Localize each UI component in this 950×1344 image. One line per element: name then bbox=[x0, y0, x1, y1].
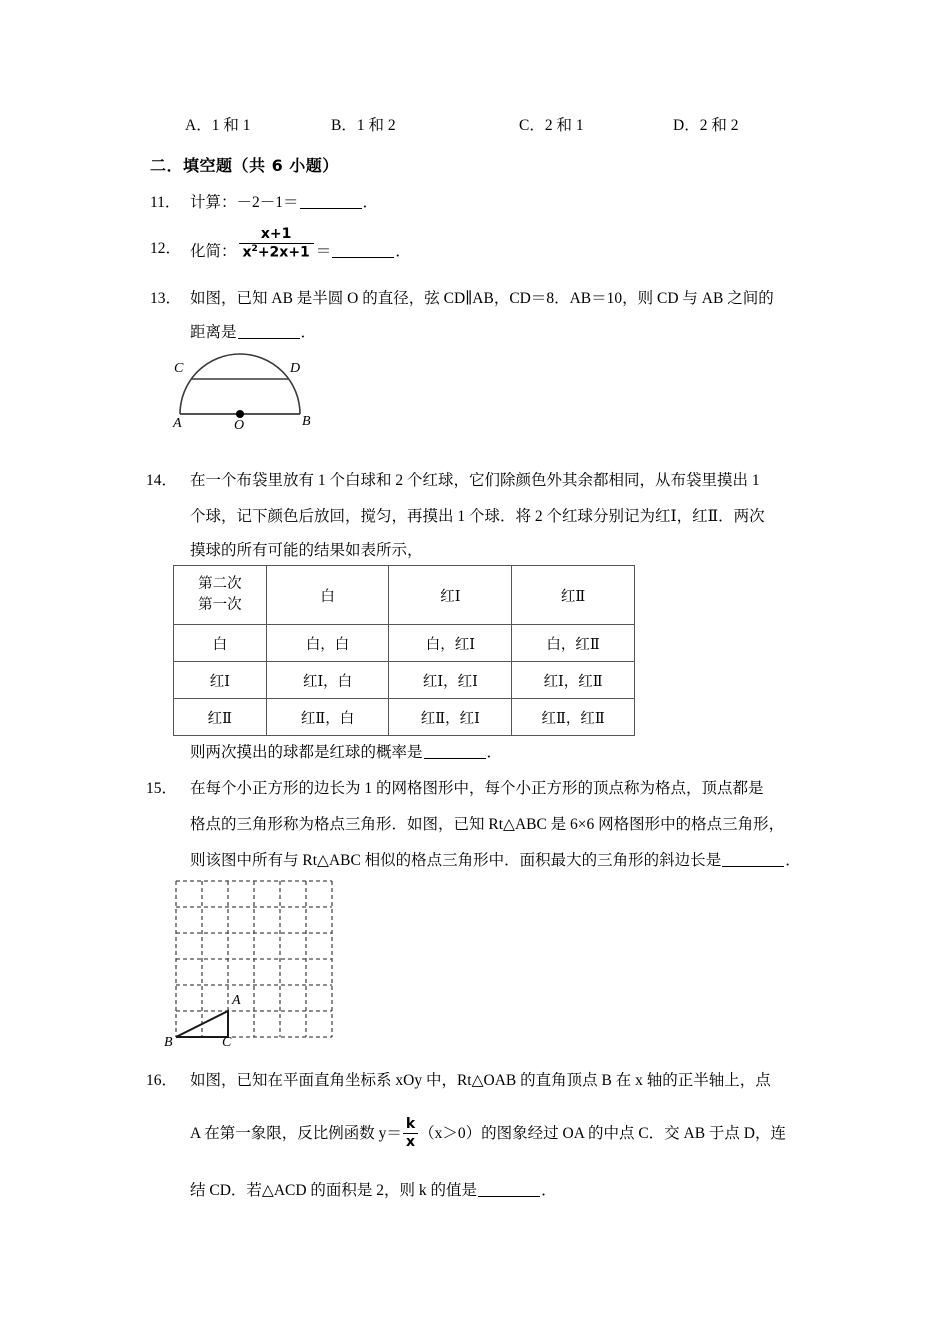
question-15-line-1: 在每个小正方形的边长为 1 的网格图形中，每个小正方形的顶点称为格点，顶点都是 bbox=[190, 780, 764, 797]
question-16-fraction-k-over-x bbox=[403, 1117, 418, 1149]
grid-triangle-figure bbox=[164, 875, 355, 1060]
grid-lines bbox=[176, 881, 332, 1037]
choice-option-b[interactable]: B．1 和 2 bbox=[331, 117, 396, 134]
question-14-tail-prompt: 则两次摸出的球都是红球的概率是 bbox=[190, 744, 423, 761]
question-13-answer-blank[interactable] bbox=[238, 324, 300, 339]
fraction-numerator: x+1 bbox=[239, 227, 314, 244]
question-14-number: 14． bbox=[146, 472, 178, 489]
question-14-line-2: 个球，记下颜色后放回，搅匀，再摸出 1 个球．将 2 个红球分别记为红Ⅰ，红Ⅱ．两次 bbox=[190, 508, 765, 525]
question-16-answer-blank[interactable] bbox=[478, 1182, 540, 1197]
question-16-line-3 bbox=[190, 1178, 557, 1200]
question-13-period: ． bbox=[300, 324, 317, 341]
question-16-line-1: 如图，已知在平面直角坐标系 xOy 中，Rt△OAB 的直角顶点 B 在 x 轴的正半轴上，点 bbox=[190, 1072, 771, 1089]
table-body bbox=[174, 566, 635, 736]
fraction-denominator-x: x bbox=[405, 1133, 416, 1150]
question-11-answer-blank[interactable] bbox=[300, 194, 362, 209]
table-cell-0-2: 白，红Ⅱ bbox=[512, 625, 635, 662]
semicircle-arc bbox=[180, 354, 300, 414]
grid-label-c: C bbox=[222, 1035, 232, 1050]
question-16-prompt: 结 CD．若△ACD 的面积是 2，则 k 的值是 bbox=[190, 1182, 478, 1199]
question-11-number: 11． bbox=[150, 194, 181, 211]
grid-label-b: B bbox=[164, 1035, 173, 1050]
question-14-tail-line bbox=[190, 740, 502, 762]
label-c: C bbox=[174, 361, 184, 376]
table-row-header-0: 白 bbox=[174, 625, 267, 662]
question-11-period: ． bbox=[362, 194, 379, 211]
choice-option-d[interactable]: D．2 和 2 bbox=[673, 117, 739, 134]
fraction-denominator bbox=[239, 244, 314, 260]
question-16-period: ． bbox=[541, 1182, 557, 1199]
question-13-line-1: 如图，已知 AB 是半圆 O 的直径，弦 CD∥AB，CD＝8．AB＝10，则 CD 与 AB 之间的 bbox=[190, 290, 774, 307]
probability-outcomes-table bbox=[173, 565, 635, 736]
question-13-line-2 bbox=[190, 320, 316, 342]
table-cell-2-2: 红Ⅱ，红Ⅱ bbox=[512, 699, 635, 736]
question-12-equals: ＝ bbox=[315, 243, 332, 261]
question-11-prompt: 计算：－2－1＝ bbox=[190, 194, 299, 211]
fraction-numerator-k: k bbox=[403, 1117, 418, 1134]
question-12-number: 12． bbox=[150, 240, 182, 257]
denominator-rest: +2x+1 bbox=[257, 244, 310, 261]
question-13-prompt: 距离是 bbox=[190, 324, 237, 341]
question-15-prompt: 则该图中所有与 Rt△ABC 相似的格点三角形中．面积最大的三角形的斜边长是 bbox=[190, 852, 722, 869]
grid-label-a: A bbox=[232, 993, 241, 1008]
choices-row bbox=[185, 113, 865, 137]
question-16-line-2-part-b: （x＞0）的图象经过 OA 的中点 C．交 AB 于点 D，连 bbox=[419, 1124, 787, 1142]
label-b: B bbox=[302, 414, 311, 429]
choice-option-a[interactable]: A．1 和 1 bbox=[185, 117, 251, 134]
question-15-answer-blank[interactable] bbox=[722, 852, 784, 867]
grid-triangle-svg bbox=[170, 875, 355, 1060]
table-row bbox=[174, 699, 635, 736]
choice-option-c[interactable]: C．2 和 1 bbox=[519, 117, 584, 134]
table-header-row bbox=[174, 566, 635, 625]
table-row-header-1: 红Ⅰ bbox=[174, 662, 267, 699]
semicircle-figure bbox=[160, 352, 350, 442]
question-15-period: ． bbox=[785, 852, 801, 869]
table-cell-1-1: 红Ⅰ，红Ⅰ bbox=[389, 662, 512, 699]
question-11-text bbox=[190, 190, 378, 212]
question-12-period: ． bbox=[395, 243, 411, 261]
table-cell-0-1: 白，红Ⅰ bbox=[389, 625, 512, 662]
table-cell-2-1: 红Ⅱ，红Ⅰ bbox=[389, 699, 512, 736]
question-14-line-3: 摸球的所有可能的结果如表所示， bbox=[190, 542, 423, 559]
table-corner-cell bbox=[174, 566, 267, 625]
table-cell-2-0: 红Ⅱ，白 bbox=[266, 699, 389, 736]
question-16-line-2-part-a: A 在第一象限，反比例函数 y＝ bbox=[190, 1124, 402, 1142]
table-col-header-1: 红Ⅰ bbox=[389, 566, 512, 625]
table-cell-0-0: 白，白 bbox=[266, 625, 389, 662]
table-cell-1-2: 红Ⅰ，红Ⅱ bbox=[512, 662, 635, 699]
denominator-base: x bbox=[242, 244, 252, 261]
question-15-number: 15． bbox=[146, 780, 178, 797]
label-o: O bbox=[234, 418, 245, 433]
table-row-header-2: 红Ⅱ bbox=[174, 699, 267, 736]
table-row bbox=[174, 625, 635, 662]
question-12-answer-blank[interactable] bbox=[332, 243, 394, 258]
question-15-line-3 bbox=[190, 848, 801, 870]
denominator-exponent: 2 bbox=[251, 243, 258, 254]
question-14-line-1: 在一个布袋里放有 1 个白球和 2 个红球，它们除颜色外其余都相同，从布袋里摸出 1 bbox=[190, 472, 760, 489]
corner-label-first-draw: 第一次 bbox=[198, 597, 242, 613]
label-a: A bbox=[173, 416, 182, 431]
question-16-number: 16． bbox=[146, 1072, 178, 1089]
question-14-answer-blank[interactable] bbox=[424, 744, 486, 759]
center-point-o-dot bbox=[236, 410, 244, 418]
semicircle-svg bbox=[160, 352, 350, 442]
question-15-line-2: 格点的三角形称为格点三角形．如图，已知 Rt△ABC 是 6×6 网格图形中的格点三角形， bbox=[190, 816, 785, 833]
question-16-line-2 bbox=[190, 1118, 786, 1150]
question-12-prompt: 化简： bbox=[190, 243, 237, 261]
table-col-header-2: 红Ⅱ bbox=[512, 566, 635, 625]
label-d: D bbox=[290, 361, 301, 376]
question-13-number: 13． bbox=[150, 290, 182, 307]
question-14-period: ． bbox=[486, 744, 503, 761]
question-12-fraction bbox=[239, 227, 314, 260]
table-row bbox=[174, 662, 635, 699]
question-12-text bbox=[190, 228, 411, 261]
corner-label-second-draw: 第二次 bbox=[198, 576, 242, 592]
section-heading: 二．填空题（共 6 小题） bbox=[150, 156, 339, 175]
table-col-header-0: 白 bbox=[266, 566, 389, 625]
table-cell-1-0: 红Ⅰ，白 bbox=[266, 662, 389, 699]
